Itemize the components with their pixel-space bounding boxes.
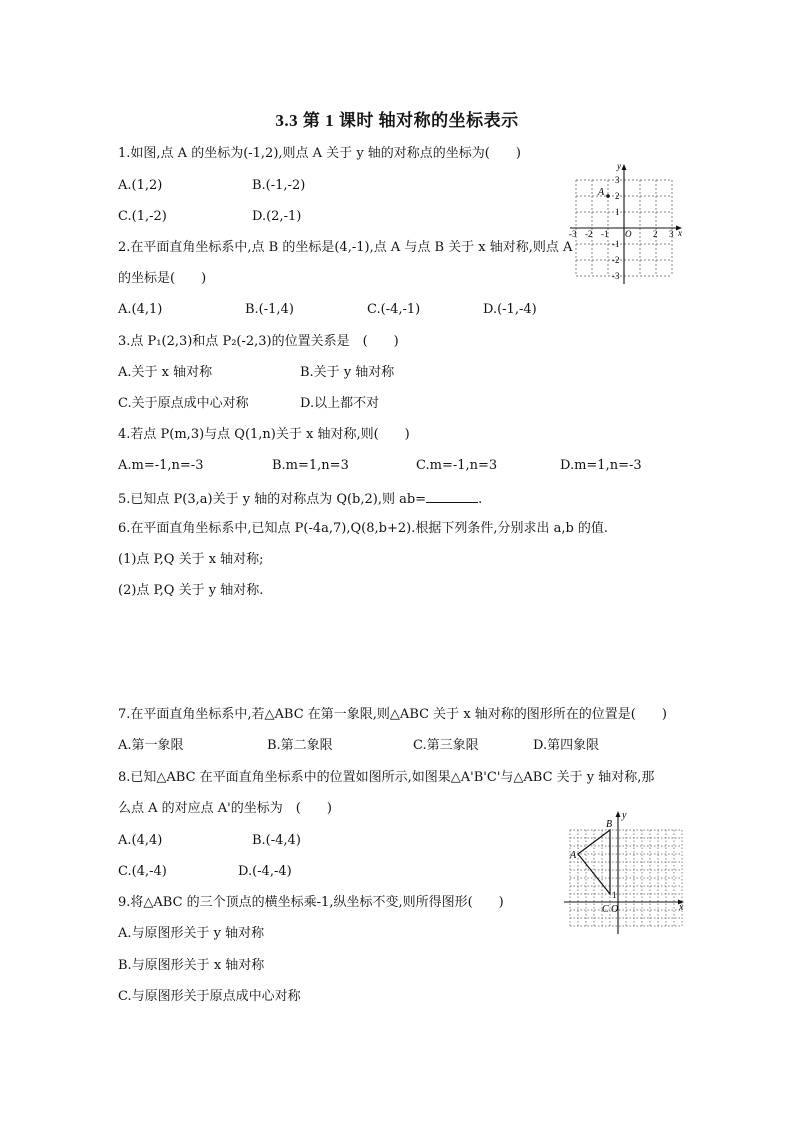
question-6-part-1: (1)点 P,Q 关于 x 轴对称; bbox=[118, 552, 264, 567]
figure-1-xtick: -2 bbox=[585, 229, 593, 239]
figure-1-xtick: 3 bbox=[669, 229, 674, 239]
q2-option-b[interactable]: B.(-1,4) bbox=[245, 302, 294, 317]
q3-option-a[interactable]: A.关于 x 轴对称 bbox=[118, 365, 213, 380]
q8-option-c[interactable]: C.(4,-4) bbox=[118, 864, 167, 879]
q1-option-c[interactable]: C.(1,-2) bbox=[118, 209, 167, 224]
question-8-stem: 8.已知△ABC 在平面直角坐标系中的位置如图所示,如图果△A'B'C'与△ABC 关于 y 轴对称,那 bbox=[118, 770, 655, 785]
figure-1-y-arrow bbox=[622, 164, 627, 170]
figure-1-point-a-label: A bbox=[598, 187, 605, 198]
figure-1-xtick: -1 bbox=[601, 229, 609, 239]
q4-option-d[interactable]: D.m=1,n=-3 bbox=[560, 458, 642, 473]
figure-1-origin: O bbox=[625, 229, 632, 239]
q2-option-a[interactable]: A.(4,1) bbox=[118, 302, 163, 317]
q3-option-d[interactable]: D.以上都不对 bbox=[300, 396, 380, 411]
question-6-stem: 6.在平面直角坐标系中,已知点 P(-4a,7),Q(8,b+2).根据下列条件,分别求出 a,b 的值. bbox=[118, 521, 609, 536]
figure-2-origin: O bbox=[611, 904, 619, 915]
q1-option-b[interactable]: B.(-1,-2) bbox=[252, 178, 306, 193]
figure-2-label-b: B bbox=[606, 819, 613, 830]
figure-1-point-a bbox=[606, 194, 610, 198]
coordinate-figure-1 bbox=[564, 160, 688, 284]
figure-1-y-label: y bbox=[617, 161, 621, 171]
figure-2-unit-label: 1 bbox=[612, 890, 617, 900]
figure-1-x-label: x bbox=[678, 228, 682, 238]
question-8-stem-cont: 么点 A 的对应点 A'的坐标为 ( ) bbox=[118, 801, 332, 816]
figure-1-ytick: 1 bbox=[615, 207, 620, 217]
q4-option-a[interactable]: A.m=-1,n=-3 bbox=[118, 458, 204, 473]
question-3-stem: 3.点 P₁(2,3)和点 P₂(-2,3)的位置关系是 ( ) bbox=[118, 334, 399, 349]
figure-1-xtick: 2 bbox=[653, 229, 658, 239]
question-5-end: . bbox=[478, 492, 483, 507]
question-6-part-2: (2)点 P,Q 关于 y 轴对称. bbox=[118, 583, 264, 598]
q7-option-c[interactable]: C.第三象限 bbox=[413, 738, 479, 753]
figure-2-label-c: C bbox=[602, 904, 609, 915]
q2-option-c[interactable]: C.(-4,-1) bbox=[367, 302, 421, 317]
question-2-stem: 2.在平面直角坐标系中,点 B 的坐标是(4,-1),点 A 与点 B 关于 x 轴对称,则点 A bbox=[118, 240, 573, 255]
figure-2-y-label: y bbox=[622, 810, 627, 821]
question-5-stem bbox=[118, 490, 482, 508]
figure-2-label-a: A bbox=[570, 850, 577, 861]
q4-option-b[interactable]: B.m=1,n=3 bbox=[272, 458, 349, 473]
figure-1-ytick: -1 bbox=[612, 239, 620, 249]
q1-option-d[interactable]: D.(2,-1) bbox=[252, 209, 302, 224]
answer-blank[interactable] bbox=[426, 490, 478, 503]
q9-option-b[interactable]: B.与原图形关于 x 轴对称 bbox=[118, 958, 265, 973]
figure-1-ytick: 3 bbox=[615, 175, 620, 185]
figure-1-ytick: -3 bbox=[612, 271, 620, 281]
page-title: 3.3 第 1 课时 轴对称的坐标表示 bbox=[275, 111, 519, 130]
figure-2-y-arrow bbox=[616, 811, 621, 817]
q3-option-c[interactable]: C.关于原点成中心对称 bbox=[118, 396, 249, 411]
q2-option-d[interactable]: D.(-1,-4) bbox=[483, 302, 537, 317]
figure-2-x-label: x bbox=[679, 902, 684, 913]
q3-option-b[interactable]: B.关于 y 轴对称 bbox=[300, 365, 395, 380]
question-4-stem: 4.若点 P(m,3)与点 Q(1,n)关于 x 轴对称,则( ) bbox=[118, 427, 410, 442]
q1-option-a[interactable]: A.(1,2) bbox=[118, 178, 163, 193]
coordinate-figure-2 bbox=[562, 808, 688, 934]
question-9-stem: 9.将△ABC 的三个顶点的横坐标乘-1,纵坐标不变,则所得图形( ) bbox=[118, 895, 504, 910]
question-7-stem: 7.在平面直角坐标系中,若△ABC 在第一象限,则△ABC 关于 x 轴对称的图形所在的位置是( ) bbox=[118, 707, 667, 722]
q9-option-a[interactable]: A.与原图形关于 y 轴对称 bbox=[118, 926, 265, 941]
q8-option-a[interactable]: A.(4,4) bbox=[118, 833, 163, 848]
figure-1-xtick: -3 bbox=[569, 229, 577, 239]
q7-option-a[interactable]: A.第一象限 bbox=[118, 738, 184, 753]
question-2-stem-cont: 的坐标是( ) bbox=[118, 271, 207, 286]
q8-option-d[interactable]: D.(-4,-4) bbox=[238, 864, 292, 879]
question-1-stem: 1.如图,点 A 的坐标为(-1,2),则点 A 关于 y 轴的对称点的坐标为( ) bbox=[118, 146, 521, 161]
q7-option-d[interactable]: D.第四象限 bbox=[533, 738, 600, 753]
q7-option-b[interactable]: B.第二象限 bbox=[267, 738, 333, 753]
q8-option-b[interactable]: B.(-4,4) bbox=[252, 833, 301, 848]
q9-option-c[interactable]: C.与原图形关于原点成中心对称 bbox=[118, 989, 301, 1004]
figure-1-ytick: -2 bbox=[612, 255, 620, 265]
figure-2-grid bbox=[570, 830, 682, 926]
figure-1-ytick: 2 bbox=[615, 191, 620, 201]
question-5-text: 5.已知点 P(3,a)关于 y 轴的对称点为 Q(b,2),则 ab= bbox=[118, 492, 427, 507]
q4-option-c[interactable]: C.m=-1,n=3 bbox=[416, 458, 498, 473]
